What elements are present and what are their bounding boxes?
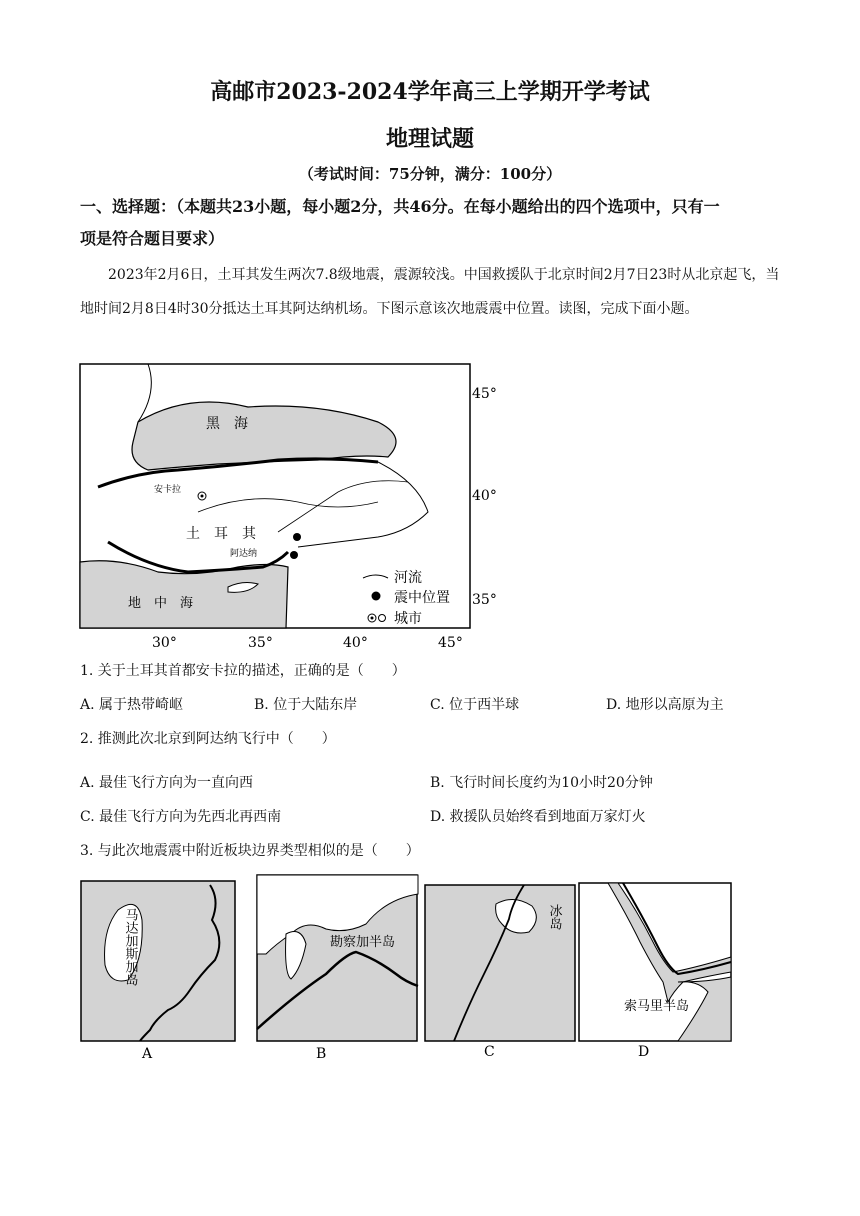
exam-note: （考试时间：75分钟，满分：100分） <box>298 165 562 183</box>
lon-tick-35: 35° <box>248 635 273 651</box>
question-passage: 2023年2月6日，土耳其发生两次7.8级地震，震源较浅。中国救援队于北京时间2月7日23时从北京起飞，当地时间2月8日4时30分抵达土耳其阿达纳机场。下图示意该次地震震中位置。读图，完成下面小题。 <box>80 267 780 317</box>
legend-river-label: 河流 <box>394 570 422 586</box>
lat-tick-35: 35° <box>472 592 497 608</box>
epicenter-marker <box>290 551 298 559</box>
exam-subtitle: 地理试题 <box>385 126 474 152</box>
legend-epicenter-icon <box>372 592 381 601</box>
figure-a[interactable] <box>80 880 236 1060</box>
adana-label: 阿达纳 <box>230 549 258 559</box>
lon-tick-40: 40° <box>343 635 368 651</box>
black-sea-label: 黑 海 <box>206 416 248 432</box>
figure-b-letter: B <box>316 1046 327 1062</box>
question-2-option-c[interactable]: C. 最佳飞行方向为先西北再西南 <box>80 809 282 825</box>
lon-tick-30: 30° <box>152 635 177 651</box>
figure-d-letter: D <box>638 1044 650 1060</box>
question-1-option-b[interactable]: B. 位于大陆东岸 <box>254 697 358 713</box>
figure-b-label: 勘察加半岛 <box>330 935 396 950</box>
ankara-label: 安卡拉 <box>154 485 182 495</box>
legend-epicenter-label: 震中位置 <box>394 590 450 606</box>
lon-tick-45: 45° <box>438 635 463 651</box>
turkey-label: 土 耳 其 <box>186 526 256 542</box>
epicenter-marker <box>293 533 301 541</box>
question-2-option-d[interactable]: D. 救援队员始终看到地面万家灯火 <box>430 809 646 825</box>
question-1-option-a[interactable]: A. 属于热带崎岖 <box>80 697 184 713</box>
section-heading-line1: 一、选择题：（本题共23小题，每小题2分，共46分。在每小题给出的四个选项中，只有一 <box>80 197 720 216</box>
section-heading-line2: 项是符合题目要求） <box>80 229 225 248</box>
legend-city-icon-hollow <box>379 615 386 622</box>
turkey-earthquake-map <box>78 362 497 658</box>
figure-c-label: 冰岛 <box>546 904 562 930</box>
figure-d-label: 索马里半岛 <box>624 999 690 1014</box>
figure-c[interactable] <box>424 884 576 1060</box>
question-1-option-d[interactable]: D. 地形以高原为主 <box>606 697 724 713</box>
figure-a-frame <box>81 881 235 1041</box>
figure-a-label: 马达加斯加岛 <box>122 908 138 986</box>
question-1-stem: 1. 关于土耳其首都安卡拉的描述，正确的是（ ） <box>80 663 406 679</box>
question-2-option-b[interactable]: B. 飞行时间长度约为10小时20分钟 <box>430 775 653 791</box>
figure-b[interactable] <box>256 874 418 1060</box>
lat-tick-40: 40° <box>472 488 497 504</box>
question-3-stem: 3. 与此次地震震中附近板块边界类型相似的是（ ） <box>80 843 420 859</box>
mediterranean-label: 地 中 海 <box>128 596 194 611</box>
question-1-option-c[interactable]: C. 位于西半球 <box>430 697 520 713</box>
question-2-option-a[interactable]: A. 最佳飞行方向为一直向西 <box>80 775 254 791</box>
figure-a-letter: A <box>142 1046 153 1062</box>
figure-c-letter: C <box>484 1044 495 1060</box>
exam-title: 高邮市2023-2024学年高三上学期开学考试 <box>210 79 650 105</box>
lat-tick-45: 45° <box>472 386 497 402</box>
section-heading <box>80 191 790 255</box>
legend-city-label: 城市 <box>394 611 422 627</box>
ankara-city-dot <box>201 495 204 498</box>
figure-d[interactable] <box>578 882 732 1060</box>
legend-city-icon-dot <box>371 617 374 620</box>
question-2-stem: 2. 推测此次北京到阿达纳飞行中（ ） <box>80 731 336 747</box>
